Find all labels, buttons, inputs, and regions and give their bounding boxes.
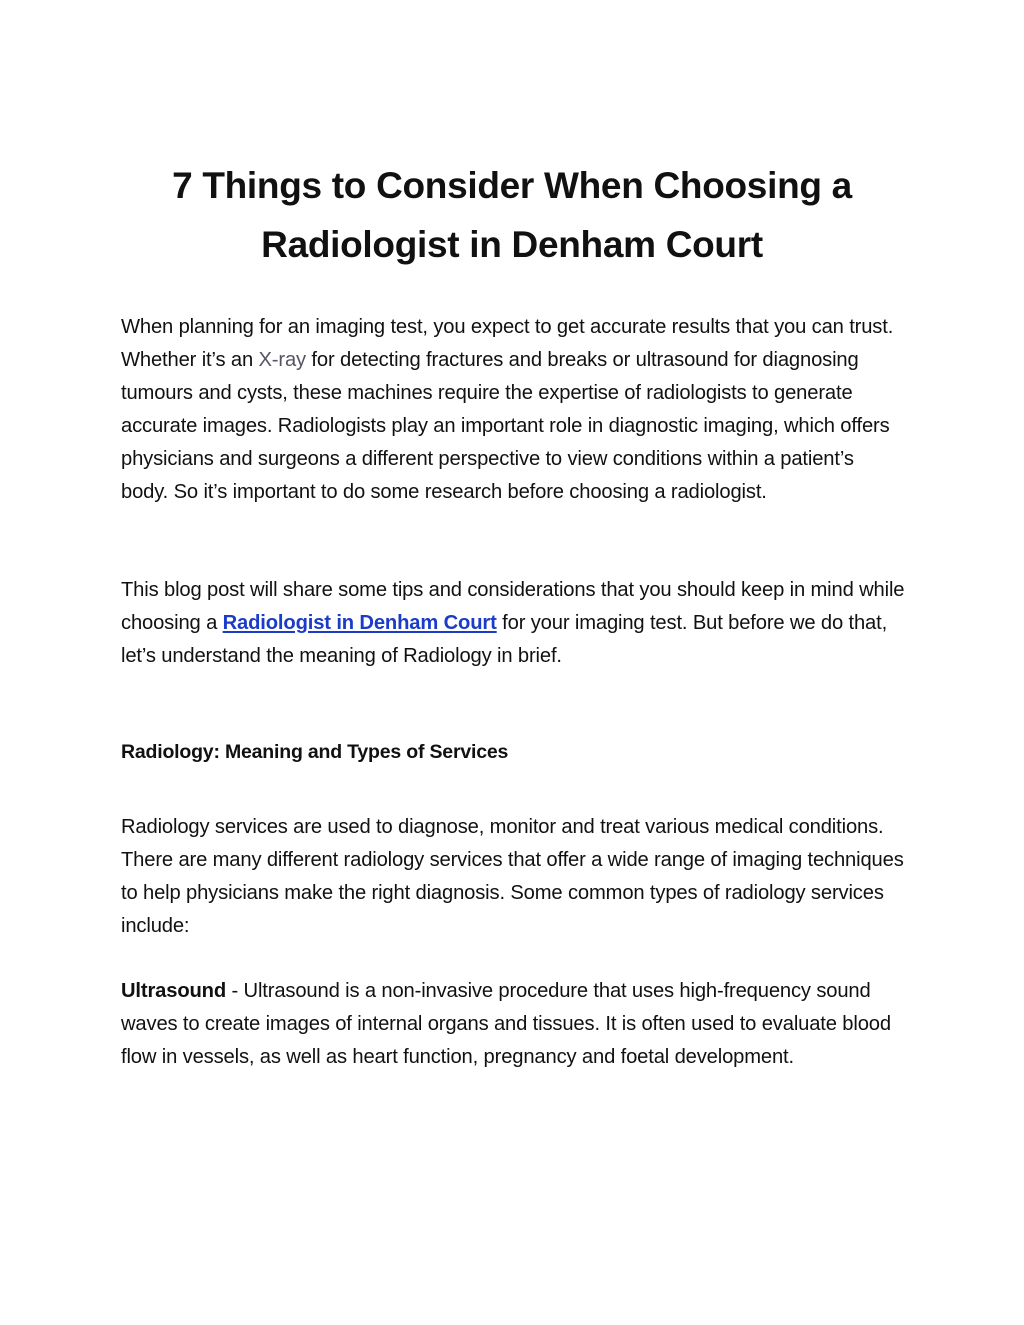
radiology-services-paragraph: Radiology services are used to diagnose, monitor and treat various medical conditions. There are many different radiology services that offer a wide range of imaging techniques to help physicians make the right diagnosis. Some common types of radiology services include: [121,816,904,937]
xray-link[interactable]: X-ray [258,349,306,371]
document-title: 7 Things to Consider When Choosing a Radiologist in Denham Court [172,165,852,265]
section-heading-radiology: Radiology: Meaning and Types of Services [121,741,509,763]
intro-text-start: When planning for an imaging test, you expect to get accurate results that you can trust. Whether it’s an [121,316,894,371]
blog-purpose-text-start: This blog post will share some tips and considerations that you should keep in mind while choosing a [121,579,905,634]
blog-purpose-text-end: for your imaging test. But before we do that, let’s understand the meaning of Radiology in brief. [121,612,888,667]
blog-purpose-paragraph [121,574,906,673]
ultrasound-description: - Ultrasound is a non-invasive procedure that uses high-frequency sound waves to create images of internal organs and tissues. It is often used to evaluate blood flow in vessels, as well as heart function, pregnancy and foetal development. [121,980,891,1068]
intro-paragraph [121,311,906,509]
intro-text-end: for detecting fractures and breaks or ultrasound for diagnosing tumours and cysts, these machines require the expertise of radiologists to generate accurate images. Radiologists play an important role in diagnostic imaging, which offers physicians and surgeons a different perspective to view conditions within a patient’s body. So it’s important to do some research before choosing a radiologist. [121,349,890,503]
radiologist-denham-court-link[interactable]: Radiologist in Denham Court [222,612,497,634]
ultrasound-paragraph [121,975,906,1074]
ultrasound-term: Ultrasound [121,980,227,1002]
